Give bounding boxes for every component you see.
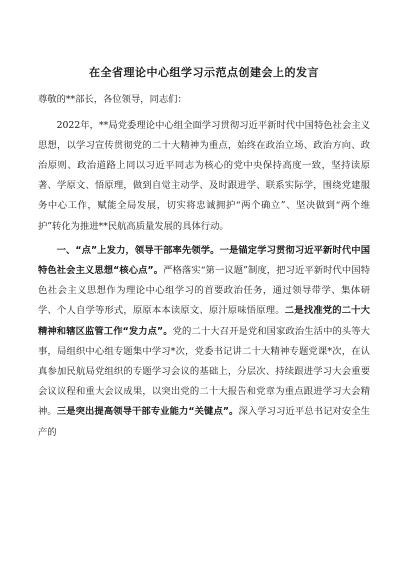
point-one-text: 严格落实“第一议题”制度，把习近平新时代中国特色社会主义思想作为理论中心组学习的首要政治任务，通过领导带学、集体研学、个人自学等形式，原原本本读原文、原汁原味悟原理。: [38, 264, 370, 317]
point-two-heading: 二是找准党的二十大精神和辖区监管工作“发力点”。: [38, 305, 370, 337]
document-title: 在全省理论中心组学习示范点创建会上的发言: [89, 66, 319, 79]
intro-paragraph: 2022年，**局党委理论中心组全面学习贯彻习近平新时代中国特色社会主义思想，以学习宣传贯彻党的二十大精神为重点，始终在政治立场、政治方向、政治原则、政治道路上同以习近平同志为核心的党中央保持高度一致，坚持读原著、学原文、悟原理，做到自觉主动学、及时跟进学、联系实际学，围绕党建服务中心工作，赋能全局发展，切实将忠诚拥护“两个确立”、坚决做到“两个维护”转化为推进**民航高质量发展的具体行动。: [38, 119, 370, 232]
point-one-heading: 一、“点”上发力，领导干部率先领学。一是锚定学习贯彻习近平新时代中国特色社会主义思想“核心点”。: [38, 244, 370, 276]
section-one-paragraph: [38, 241, 370, 443]
point-two-text: 党的二十大召开是党和国家政治生活中的头等大事，局组织中心组专题集中学习*次，党委书记讲二十大精神专题党课*次，在认真参加民航局党组织的专题学习会议的基础上，分层次、持续跟进学习大会重要会议议程和重大会议成果，以突出党的二十大报告和党章为重点跟进学习大会精神。: [38, 325, 370, 418]
point-three-heading: 三是突出提高领导干部专业能力“关键点”。: [56, 406, 239, 418]
salutation: 尊敬的**部长，各位领导，同志们：: [38, 94, 187, 105]
point-three-text: 深入学习习近平总书记对安全生产的: [38, 406, 370, 438]
